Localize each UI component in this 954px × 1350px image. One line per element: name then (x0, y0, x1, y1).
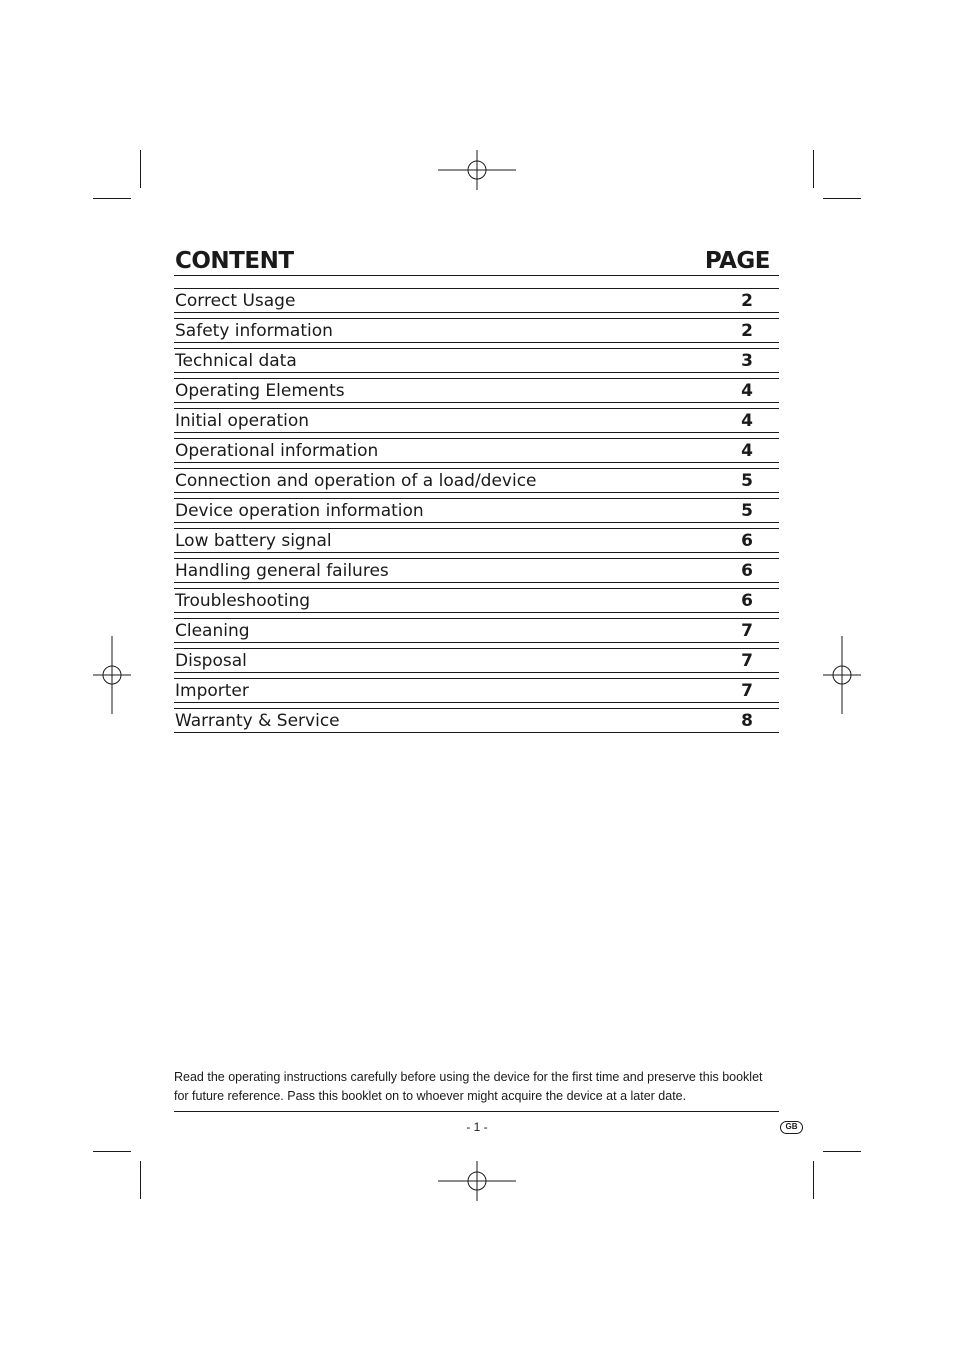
language-badge: GB (780, 1121, 803, 1134)
toc-list (174, 288, 779, 733)
toc-entry-label: Troubleshooting (175, 591, 311, 611)
toc-entry-label: Initial operation (175, 411, 310, 431)
toc-entry[interactable] (174, 408, 779, 433)
usage-note: Read the operating instructions carefully before using the device for the first time and preserve this booklet for future reference. Pass this booklet on to whoever might acquire the device at a later date. (174, 1070, 763, 1103)
toc-entry[interactable] (174, 618, 779, 643)
toc-entry-page: 3 (741, 351, 753, 371)
toc-entry[interactable] (174, 678, 779, 703)
crop-mark-bottom-right-horizontal (823, 1151, 861, 1152)
toc-entry[interactable] (174, 708, 779, 733)
toc-page-label: PAGE (704, 248, 770, 274)
toc-entry-label: Operational information (175, 441, 379, 461)
toc-entry-label: Safety information (175, 321, 333, 341)
crop-mark-bottom-left-horizontal (93, 1151, 131, 1152)
toc-entry-label: Operating Elements (175, 381, 345, 401)
toc-entry-label: Cleaning (175, 621, 250, 641)
registration-mark-right (803, 636, 881, 714)
toc-entry[interactable] (174, 348, 779, 373)
toc-entry-page: 7 (741, 651, 753, 671)
toc-entry-page: 7 (741, 681, 753, 701)
table-of-contents (174, 244, 779, 738)
toc-entry-label: Connection and operation of a load/device (175, 471, 537, 491)
crop-mark-top-right-horizontal (823, 198, 861, 199)
footer-divider (174, 1111, 779, 1112)
toc-entry-page: 4 (741, 411, 753, 431)
toc-entry-label: Low battery signal (175, 531, 332, 551)
toc-entry[interactable] (174, 498, 779, 523)
registration-mark-bottom (438, 1142, 516, 1220)
toc-entry-label: Correct Usage (175, 291, 296, 311)
toc-entry-label: Device operation information (175, 501, 424, 521)
toc-entry-label: Warranty & Service (175, 711, 340, 731)
toc-entry-page: 4 (741, 381, 753, 401)
toc-entry-page: 6 (741, 531, 753, 551)
toc-entry-page: 6 (741, 591, 753, 611)
toc-entry-label: Importer (175, 681, 249, 701)
toc-entry[interactable] (174, 648, 779, 673)
toc-entry-label: Disposal (175, 651, 247, 671)
toc-entry-label: Technical data (175, 351, 297, 371)
crop-mark-top-right-vertical (813, 150, 814, 188)
toc-entry-page: 7 (741, 621, 753, 641)
crop-mark-bottom-left-vertical (140, 1161, 141, 1199)
toc-entry[interactable] (174, 468, 779, 493)
toc-entry[interactable] (174, 558, 779, 583)
toc-entry-page: 2 (741, 321, 753, 341)
crop-mark-top-left-vertical (140, 150, 141, 188)
toc-entry-page: 4 (741, 441, 753, 461)
crop-mark-top-left-horizontal (93, 198, 131, 199)
toc-entry-page: 8 (741, 711, 753, 731)
toc-title: CONTENT (175, 248, 294, 274)
toc-entry[interactable] (174, 378, 779, 403)
crop-mark-bottom-right-vertical (813, 1161, 814, 1199)
toc-entry[interactable] (174, 288, 779, 313)
toc-header (174, 244, 779, 276)
registration-mark-top (438, 131, 516, 209)
toc-entry[interactable] (174, 438, 779, 463)
toc-entry-page: 5 (741, 501, 753, 521)
toc-entry-label: Handling general failures (175, 561, 389, 581)
toc-entry-page: 5 (741, 471, 753, 491)
toc-entry-page: 6 (741, 561, 753, 581)
toc-entry[interactable] (174, 588, 779, 613)
toc-entry-page: 2 (741, 291, 753, 311)
toc-entry[interactable] (174, 318, 779, 343)
registration-mark-left (73, 636, 151, 714)
page-number: - 1 - (466, 1120, 488, 1134)
toc-entry[interactable] (174, 528, 779, 553)
